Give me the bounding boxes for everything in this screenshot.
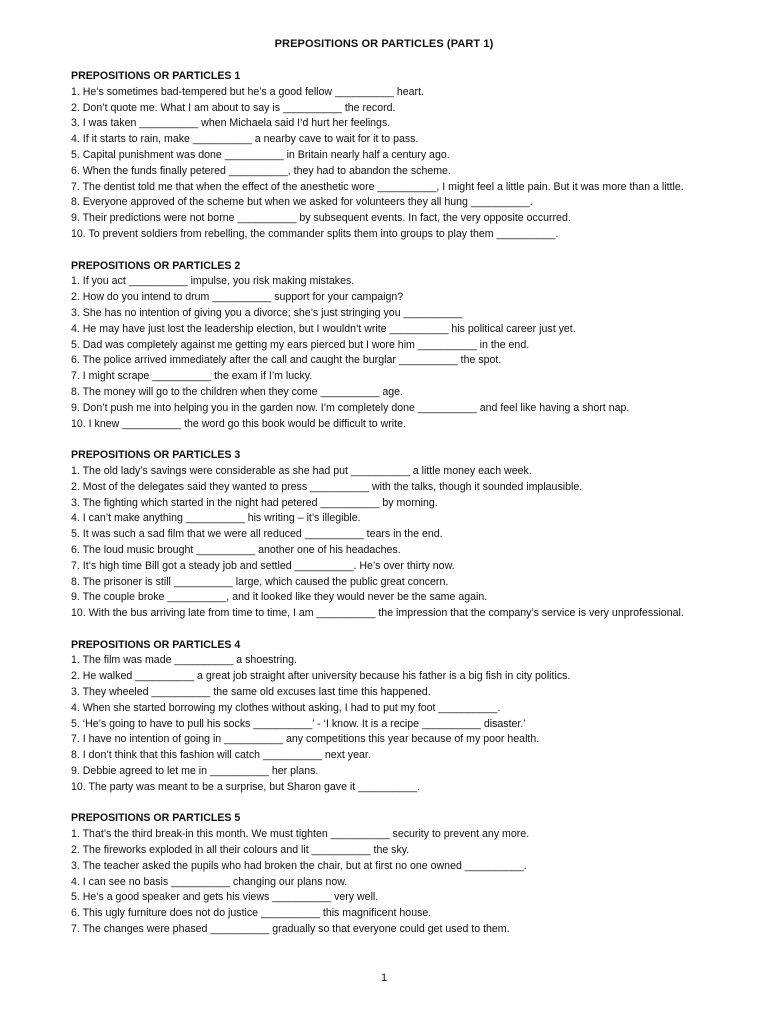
exercise-item: 6. The loud music brought __________ another one of his headaches. — [71, 543, 401, 556]
section-heading: PREPOSITIONS OR PARTICLES 3 — [71, 449, 241, 462]
exercise-item: 1. The film was made __________ a shoestring. — [71, 654, 297, 667]
exercise-item: 4. When she started borrowing my clothes without asking, I had to put my foot __________. — [71, 701, 501, 714]
exercise-item: 4. I can’t make anything __________ his writing – it’s illegible. — [71, 512, 361, 525]
exercise-item: 4. He may have just lost the leadership election, but I wouldn’t write __________ his political career just yet. — [71, 322, 576, 335]
exercise-item: 2. The fireworks exploded in all their colours and lit __________ the sky. — [71, 844, 410, 857]
exercise-section-3 — [71, 448, 697, 622]
exercise-item: 3. She has no intention of giving you a divorce; she’s just stringing you __________ — [71, 306, 463, 319]
exercise-item: 5. Dad was completely against me getting my ears pierced but I wore him __________ in the end. — [71, 338, 530, 351]
exercise-content — [71, 69, 697, 954]
exercise-item: 3. They wheeled __________ the same old excuses last time this happened. — [71, 686, 431, 699]
exercise-item: 8. Everyone approved of the scheme but when we asked for volunteers they all hung __________. — [71, 196, 533, 209]
exercise-item: 6. The police arrived immediately after the call and caught the burglar __________ the spot. — [71, 354, 502, 367]
exercise-item: 4. If it starts to rain, make __________ a nearby cave to wait for it to pass. — [71, 133, 419, 146]
exercise-section-2 — [71, 259, 697, 433]
exercise-item: 7. The changes were phased __________ gradually so that everyone could get used to them. — [71, 923, 510, 936]
exercise-item: 1. If you act __________ impulse, you risk making mistakes. — [71, 275, 355, 288]
exercise-item: 9. The couple broke __________, and it looked like they would never be the same again. — [71, 591, 488, 604]
exercise-item: 8. The money will go to the children when they come __________ age. — [71, 385, 403, 398]
exercise-item: 7. It’s high time Bill got a steady job and settled __________. He’s over thirty now. — [71, 559, 455, 572]
exercise-item: 2. He walked __________ a great job straight after university because his father is a big fish in city politics. — [71, 670, 571, 683]
section-heading: PREPOSITIONS OR PARTICLES 2 — [71, 259, 241, 272]
section-heading: PREPOSITIONS OR PARTICLES 4 — [71, 638, 241, 651]
exercise-item: 2. Don’t quote me. What I am about to say is __________ the record. — [71, 101, 396, 114]
exercise-item: 1. The old lady’s savings were considerable as she had put __________ a little money each week. — [71, 464, 532, 477]
exercise-item: 5. ‘He’s going to have to pull his socks __________’ - ‘I know. It is a recipe __________ disaster.’ — [71, 717, 526, 730]
exercise-item: 10. To prevent soldiers from rebelling, the commander splits them into groups to play them __________. — [71, 227, 559, 240]
exercise-item: 3. The teacher asked the pupils who had broken the chair, but at first no one owned __________. — [71, 859, 527, 872]
exercise-item: 1. That’s the third break-in this month. We must tighten __________ security to prevent any more. — [71, 828, 530, 841]
section-heading: PREPOSITIONS OR PARTICLES 5 — [71, 812, 241, 825]
page-title: PREPOSITIONS OR PARTICLES (PART 1) — [274, 38, 494, 50]
exercise-item: 6. This ugly furniture does not do justice __________ this magnificent house. — [71, 907, 432, 920]
exercise-item: 2. How do you intend to drum __________ support for your campaign? — [71, 291, 404, 304]
exercise-section-4 — [71, 638, 697, 796]
exercise-item: 8. The prisoner is still __________ large, which caused the public great concern. — [71, 575, 449, 588]
exercise-item: 6. When the funds finally petered __________, they had to abandon the scheme. — [71, 164, 451, 177]
exercise-item: 10. The party was meant to be a surprise, but Sharon gave it __________. — [71, 780, 421, 793]
exercise-section-1 — [71, 69, 697, 243]
exercise-item: 3. I was taken __________ when Michaela said I’d hurt her feelings. — [71, 117, 391, 130]
exercise-item: 5. It was such a sad film that we were all reduced __________ tears in the end. — [71, 528, 443, 541]
section-heading: PREPOSITIONS OR PARTICLES 1 — [71, 70, 241, 82]
exercise-section-5 — [71, 811, 697, 937]
exercise-item: 9. Don’t push me into helping you in the garden now. I’m completely done __________ and feel like having a short nap. — [71, 401, 630, 414]
exercise-item: 7. The dentist told me that when the effect of the anesthetic wore __________, I might feel a little pain. But it was more than a little. — [71, 180, 684, 193]
exercise-item: 3. The fighting which started in the night had petered __________ by morning. — [71, 496, 438, 509]
page-number: 1 — [380, 972, 388, 984]
exercise-item: 10. I knew __________ the word go this book would be difficult to write. — [71, 417, 406, 430]
exercise-item: 4. I can see no basis __________ changing our plans now. — [71, 875, 348, 888]
exercise-item: 2. Most of the delegates said they wanted to press __________ with the talks, though it sounded implausible. — [71, 480, 583, 493]
exercise-item: 9. Debbie agreed to let me in __________ her plans. — [71, 765, 319, 778]
exercise-item: 5. He’s a good speaker and gets his views __________ very well. — [71, 891, 379, 904]
exercise-item: 10. With the bus arriving late from time to time, I am __________ the impression that the company’s service is very unprofessional. — [71, 607, 684, 620]
exercise-item: 7. I might scrape __________ the exam if I’m lucky. — [71, 370, 313, 383]
exercise-item: 8. I don’t think that this fashion will catch __________ next year. — [71, 749, 371, 762]
exercise-item: 5. Capital punishment was done __________ in Britain nearly half a century ago. — [71, 148, 450, 161]
exercise-item: 9. Their predictions were not borne __________ by subsequent events. In fact, the very opposite occurred. — [71, 212, 571, 225]
exercise-item: 7. I have no intention of going in __________ any competitions this year because of my poor health. — [71, 733, 540, 746]
exercise-item: 1. He’s sometimes bad-tempered but he’s a good fellow __________ heart. — [71, 85, 424, 98]
